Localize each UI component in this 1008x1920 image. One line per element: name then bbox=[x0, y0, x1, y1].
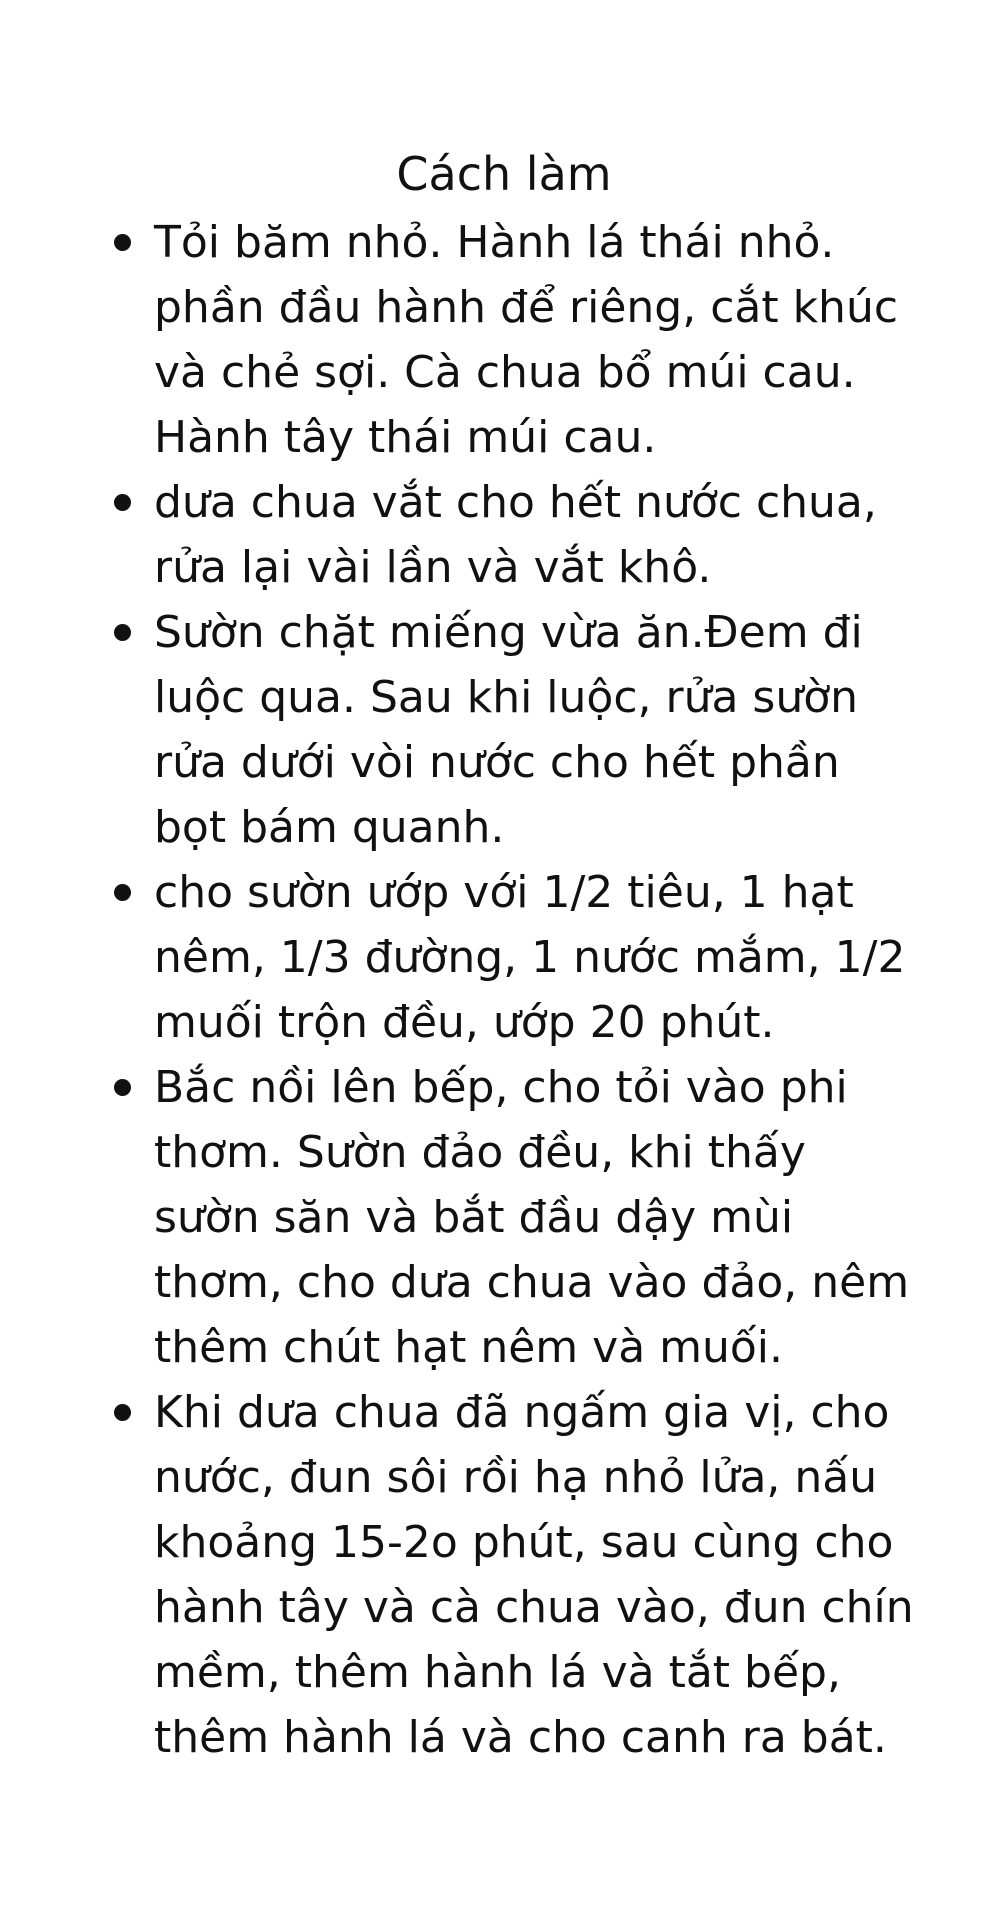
step-line: Tỏi băm nhỏ. Hành lá thái nhỏ. bbox=[154, 217, 835, 268]
step-line: thêm hành lá và cho canh ra bát. bbox=[154, 1712, 887, 1763]
bullet-icon bbox=[114, 1404, 131, 1421]
bullet-icon bbox=[114, 494, 131, 511]
bullet-icon bbox=[114, 1079, 131, 1096]
step-line: mềm, thêm hành lá và tắt bếp, bbox=[154, 1647, 841, 1698]
step-line: hành tây và cà chua vào, đun chín bbox=[154, 1582, 914, 1633]
step-line: Sườn chặt miếng vừa ăn.Đem đi bbox=[154, 607, 863, 658]
bullet-icon bbox=[114, 624, 131, 641]
step-item bbox=[154, 210, 934, 470]
step-line: và chẻ sợi. Cà chua bổ múi cau. bbox=[154, 347, 856, 398]
bullet-icon bbox=[114, 234, 131, 251]
page-title: Cách làm bbox=[396, 147, 612, 201]
step-line: dưa chua vắt cho hết nước chua, bbox=[154, 477, 877, 528]
step-line: Khi dưa chua đã ngấm gia vị, cho bbox=[154, 1387, 890, 1438]
step-line: Hành tây thái múi cau. bbox=[154, 412, 657, 463]
step-line: luộc qua. Sau khi luộc, rửa sườn bbox=[154, 672, 859, 723]
step-line: bọt bám quanh. bbox=[154, 802, 505, 853]
step-line: sườn săn và bắt đầu dậy mùi bbox=[154, 1192, 794, 1243]
step-item bbox=[154, 470, 934, 600]
step-line: cho sườn ướp với 1/2 tiêu, 1 hạt bbox=[154, 867, 854, 918]
bullet-icon bbox=[114, 884, 131, 901]
step-line: phần đầu hành để riêng, cắt khúc bbox=[154, 282, 899, 333]
step-line: muối trộn đều, ướp 20 phút. bbox=[154, 997, 775, 1048]
step-line: thơm. Sườn đảo đều, khi thấy bbox=[154, 1127, 806, 1178]
step-line: rửa dưới vòi nước cho hết phần bbox=[154, 737, 840, 788]
step-line: rửa lại vài lần và vắt khô. bbox=[154, 542, 712, 593]
step-line: nước, đun sôi rồi hạ nhỏ lửa, nấu bbox=[154, 1452, 878, 1503]
step-item bbox=[154, 600, 934, 860]
step-line: thêm chút hạt nêm và muối. bbox=[154, 1322, 784, 1373]
step-line: Bắc nồi lên bếp, cho tỏi vào phi bbox=[154, 1062, 848, 1113]
steps-list bbox=[154, 210, 934, 1770]
step-line: khoảng 15-2o phút, sau cùng cho bbox=[154, 1517, 894, 1568]
step-line: nêm, 1/3 đường, 1 nước mắm, 1/2 bbox=[154, 932, 906, 983]
step-line: thơm, cho dưa chua vào đảo, nêm bbox=[154, 1257, 910, 1308]
step-item bbox=[154, 1055, 934, 1380]
step-item bbox=[154, 860, 934, 1055]
step-item bbox=[154, 1380, 934, 1770]
